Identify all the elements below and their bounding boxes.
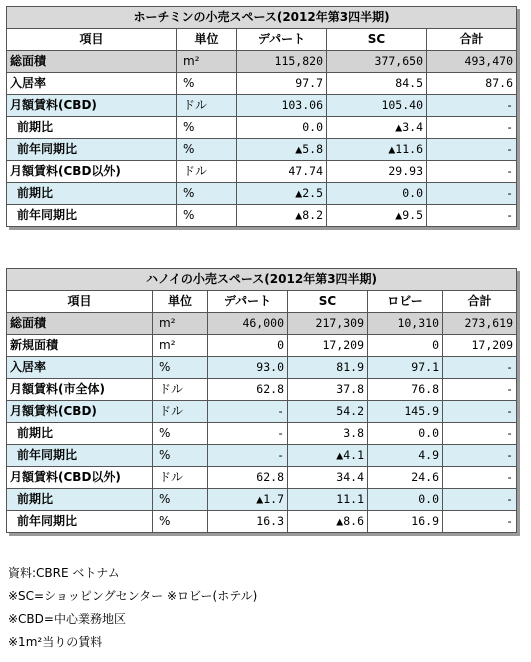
value-cell: 76.8	[368, 379, 443, 401]
row-label: 前年同期比	[7, 445, 153, 467]
table-row	[7, 183, 517, 205]
table-row	[7, 95, 517, 117]
row-unit: %	[177, 73, 237, 95]
value-cell: 377,650	[327, 51, 427, 73]
row-label: 前期比	[7, 117, 177, 139]
table-row	[7, 401, 517, 423]
row-label: 前年同期比	[7, 139, 177, 161]
value-cell: -	[427, 205, 517, 227]
row-unit: %	[177, 183, 237, 205]
header-cell: 単位	[153, 291, 208, 313]
value-cell: 273,619	[443, 313, 517, 335]
value-cell: -	[208, 445, 288, 467]
row-unit: ドル	[177, 161, 237, 183]
header-cell: SC	[327, 29, 427, 51]
table-row	[7, 445, 517, 467]
value-cell: 97.7	[237, 73, 327, 95]
header-cell: SC	[288, 291, 368, 313]
row-label: 月額賃料(CBD以外)	[7, 467, 153, 489]
header-cell: デパート	[208, 291, 288, 313]
value-cell: ▲3.4	[327, 117, 427, 139]
value-cell: -	[443, 401, 517, 423]
table-row	[7, 467, 517, 489]
value-cell: 16.9	[368, 511, 443, 533]
value-cell: 103.06	[237, 95, 327, 117]
value-cell: -	[443, 379, 517, 401]
table-row	[7, 335, 517, 357]
value-cell: 34.4	[288, 467, 368, 489]
header-cell: デパート	[237, 29, 327, 51]
value-cell: ▲2.5	[237, 183, 327, 205]
row-label: 月額賃料(CBD)	[7, 95, 177, 117]
hcm-table-title: ホーチミンの小売スペース(2012年第3四半期)	[7, 7, 517, 29]
table-row	[7, 117, 517, 139]
row-label: 前期比	[7, 423, 153, 445]
value-cell: -	[427, 161, 517, 183]
row-unit: %	[177, 205, 237, 227]
note-source: 資料:CBRE ベトナム	[8, 566, 120, 580]
row-unit: m²	[177, 51, 237, 73]
value-cell: 145.9	[368, 401, 443, 423]
value-cell: 3.8	[288, 423, 368, 445]
value-cell: 17,209	[288, 335, 368, 357]
row-unit: %	[153, 445, 208, 467]
value-cell: 0.0	[368, 489, 443, 511]
value-cell: 493,470	[427, 51, 517, 73]
value-cell: 0.0	[327, 183, 427, 205]
value-cell: 46,000	[208, 313, 288, 335]
row-unit: m²	[153, 313, 208, 335]
table-row	[7, 357, 517, 379]
value-cell: -	[427, 139, 517, 161]
value-cell: -	[427, 183, 517, 205]
value-cell: -	[208, 423, 288, 445]
value-cell: 11.1	[288, 489, 368, 511]
value-cell: 84.5	[327, 73, 427, 95]
value-cell: ▲11.6	[327, 139, 427, 161]
row-unit: ドル	[153, 401, 208, 423]
value-cell: 81.9	[288, 357, 368, 379]
value-cell: -	[443, 423, 517, 445]
value-cell: 0	[208, 335, 288, 357]
value-cell: -	[443, 467, 517, 489]
table-row	[7, 423, 517, 445]
header-cell: 単位	[177, 29, 237, 51]
table-row	[7, 139, 517, 161]
table-row	[7, 379, 517, 401]
value-cell: 29.93	[327, 161, 427, 183]
value-cell: 97.1	[368, 357, 443, 379]
hanoi-retail-table	[6, 268, 517, 533]
value-cell: 54.2	[288, 401, 368, 423]
value-cell: 24.6	[368, 467, 443, 489]
table-row	[7, 205, 517, 227]
value-cell: 0.0	[237, 117, 327, 139]
row-label: 総面積	[7, 51, 177, 73]
value-cell: -	[443, 445, 517, 467]
value-cell: ▲8.2	[237, 205, 327, 227]
value-cell: 37.8	[288, 379, 368, 401]
note-rent-unit: ※1m²当りの賃料	[8, 635, 103, 649]
row-label: 月額賃料(CBD)	[7, 401, 153, 423]
table-row	[7, 313, 517, 335]
row-unit: ドル	[177, 95, 237, 117]
table-row	[7, 161, 517, 183]
value-cell: -	[443, 511, 517, 533]
row-unit: %	[153, 357, 208, 379]
row-unit: %	[153, 489, 208, 511]
row-unit: %	[153, 511, 208, 533]
value-cell: ▲1.7	[208, 489, 288, 511]
row-label: 新規面積	[7, 335, 153, 357]
hanoi-table-title: ハノイの小売スペース(2012年第3四半期)	[7, 269, 517, 291]
value-cell: -	[443, 357, 517, 379]
value-cell: ▲9.5	[327, 205, 427, 227]
row-label: 前期比	[7, 183, 177, 205]
row-label: 前年同期比	[7, 205, 177, 227]
value-cell: 87.6	[427, 73, 517, 95]
value-cell: -	[443, 489, 517, 511]
header-cell: 合計	[427, 29, 517, 51]
value-cell: 105.40	[327, 95, 427, 117]
value-cell: 4.9	[368, 445, 443, 467]
source-notes	[8, 566, 257, 658]
row-unit: %	[177, 117, 237, 139]
hanoi-header-row	[7, 291, 517, 313]
row-label: 入居率	[7, 357, 153, 379]
value-cell: 62.8	[208, 379, 288, 401]
row-unit: ドル	[153, 467, 208, 489]
table-row	[7, 73, 517, 95]
value-cell: 16.3	[208, 511, 288, 533]
row-label: 総面積	[7, 313, 153, 335]
value-cell: 17,209	[443, 335, 517, 357]
header-cell: 項目	[7, 291, 153, 313]
hcm-header-row	[7, 29, 517, 51]
value-cell: 217,309	[288, 313, 368, 335]
value-cell: 47.74	[237, 161, 327, 183]
row-label: 前年同期比	[7, 511, 153, 533]
header-cell: 項目	[7, 29, 177, 51]
row-unit: ドル	[153, 379, 208, 401]
row-label: 月額賃料(市全体)	[7, 379, 153, 401]
table-row	[7, 51, 517, 73]
row-unit: m²	[153, 335, 208, 357]
value-cell: 0.0	[368, 423, 443, 445]
value-cell: -	[427, 95, 517, 117]
note-sc-lobby: ※SC=ショッピングセンター ※ロビー(ホテル)	[8, 589, 258, 603]
table-row	[7, 511, 517, 533]
value-cell: ▲4.1	[288, 445, 368, 467]
hcm-retail-table	[6, 6, 517, 227]
header-cell: 合計	[443, 291, 517, 313]
value-cell: -	[427, 117, 517, 139]
value-cell: ▲8.6	[288, 511, 368, 533]
value-cell: -	[208, 401, 288, 423]
row-label: 前期比	[7, 489, 153, 511]
value-cell: 0	[368, 335, 443, 357]
row-label: 入居率	[7, 73, 177, 95]
row-unit: %	[153, 423, 208, 445]
value-cell: 93.0	[208, 357, 288, 379]
row-unit: %	[177, 139, 237, 161]
header-cell: ロビー	[368, 291, 443, 313]
value-cell: 62.8	[208, 467, 288, 489]
table-row	[7, 489, 517, 511]
value-cell: ▲5.8	[237, 139, 327, 161]
value-cell: 10,310	[368, 313, 443, 335]
note-cbd: ※CBD=中心業務地区	[8, 612, 126, 626]
row-label: 月額賃料(CBD以外)	[7, 161, 177, 183]
value-cell: 115,820	[237, 51, 327, 73]
